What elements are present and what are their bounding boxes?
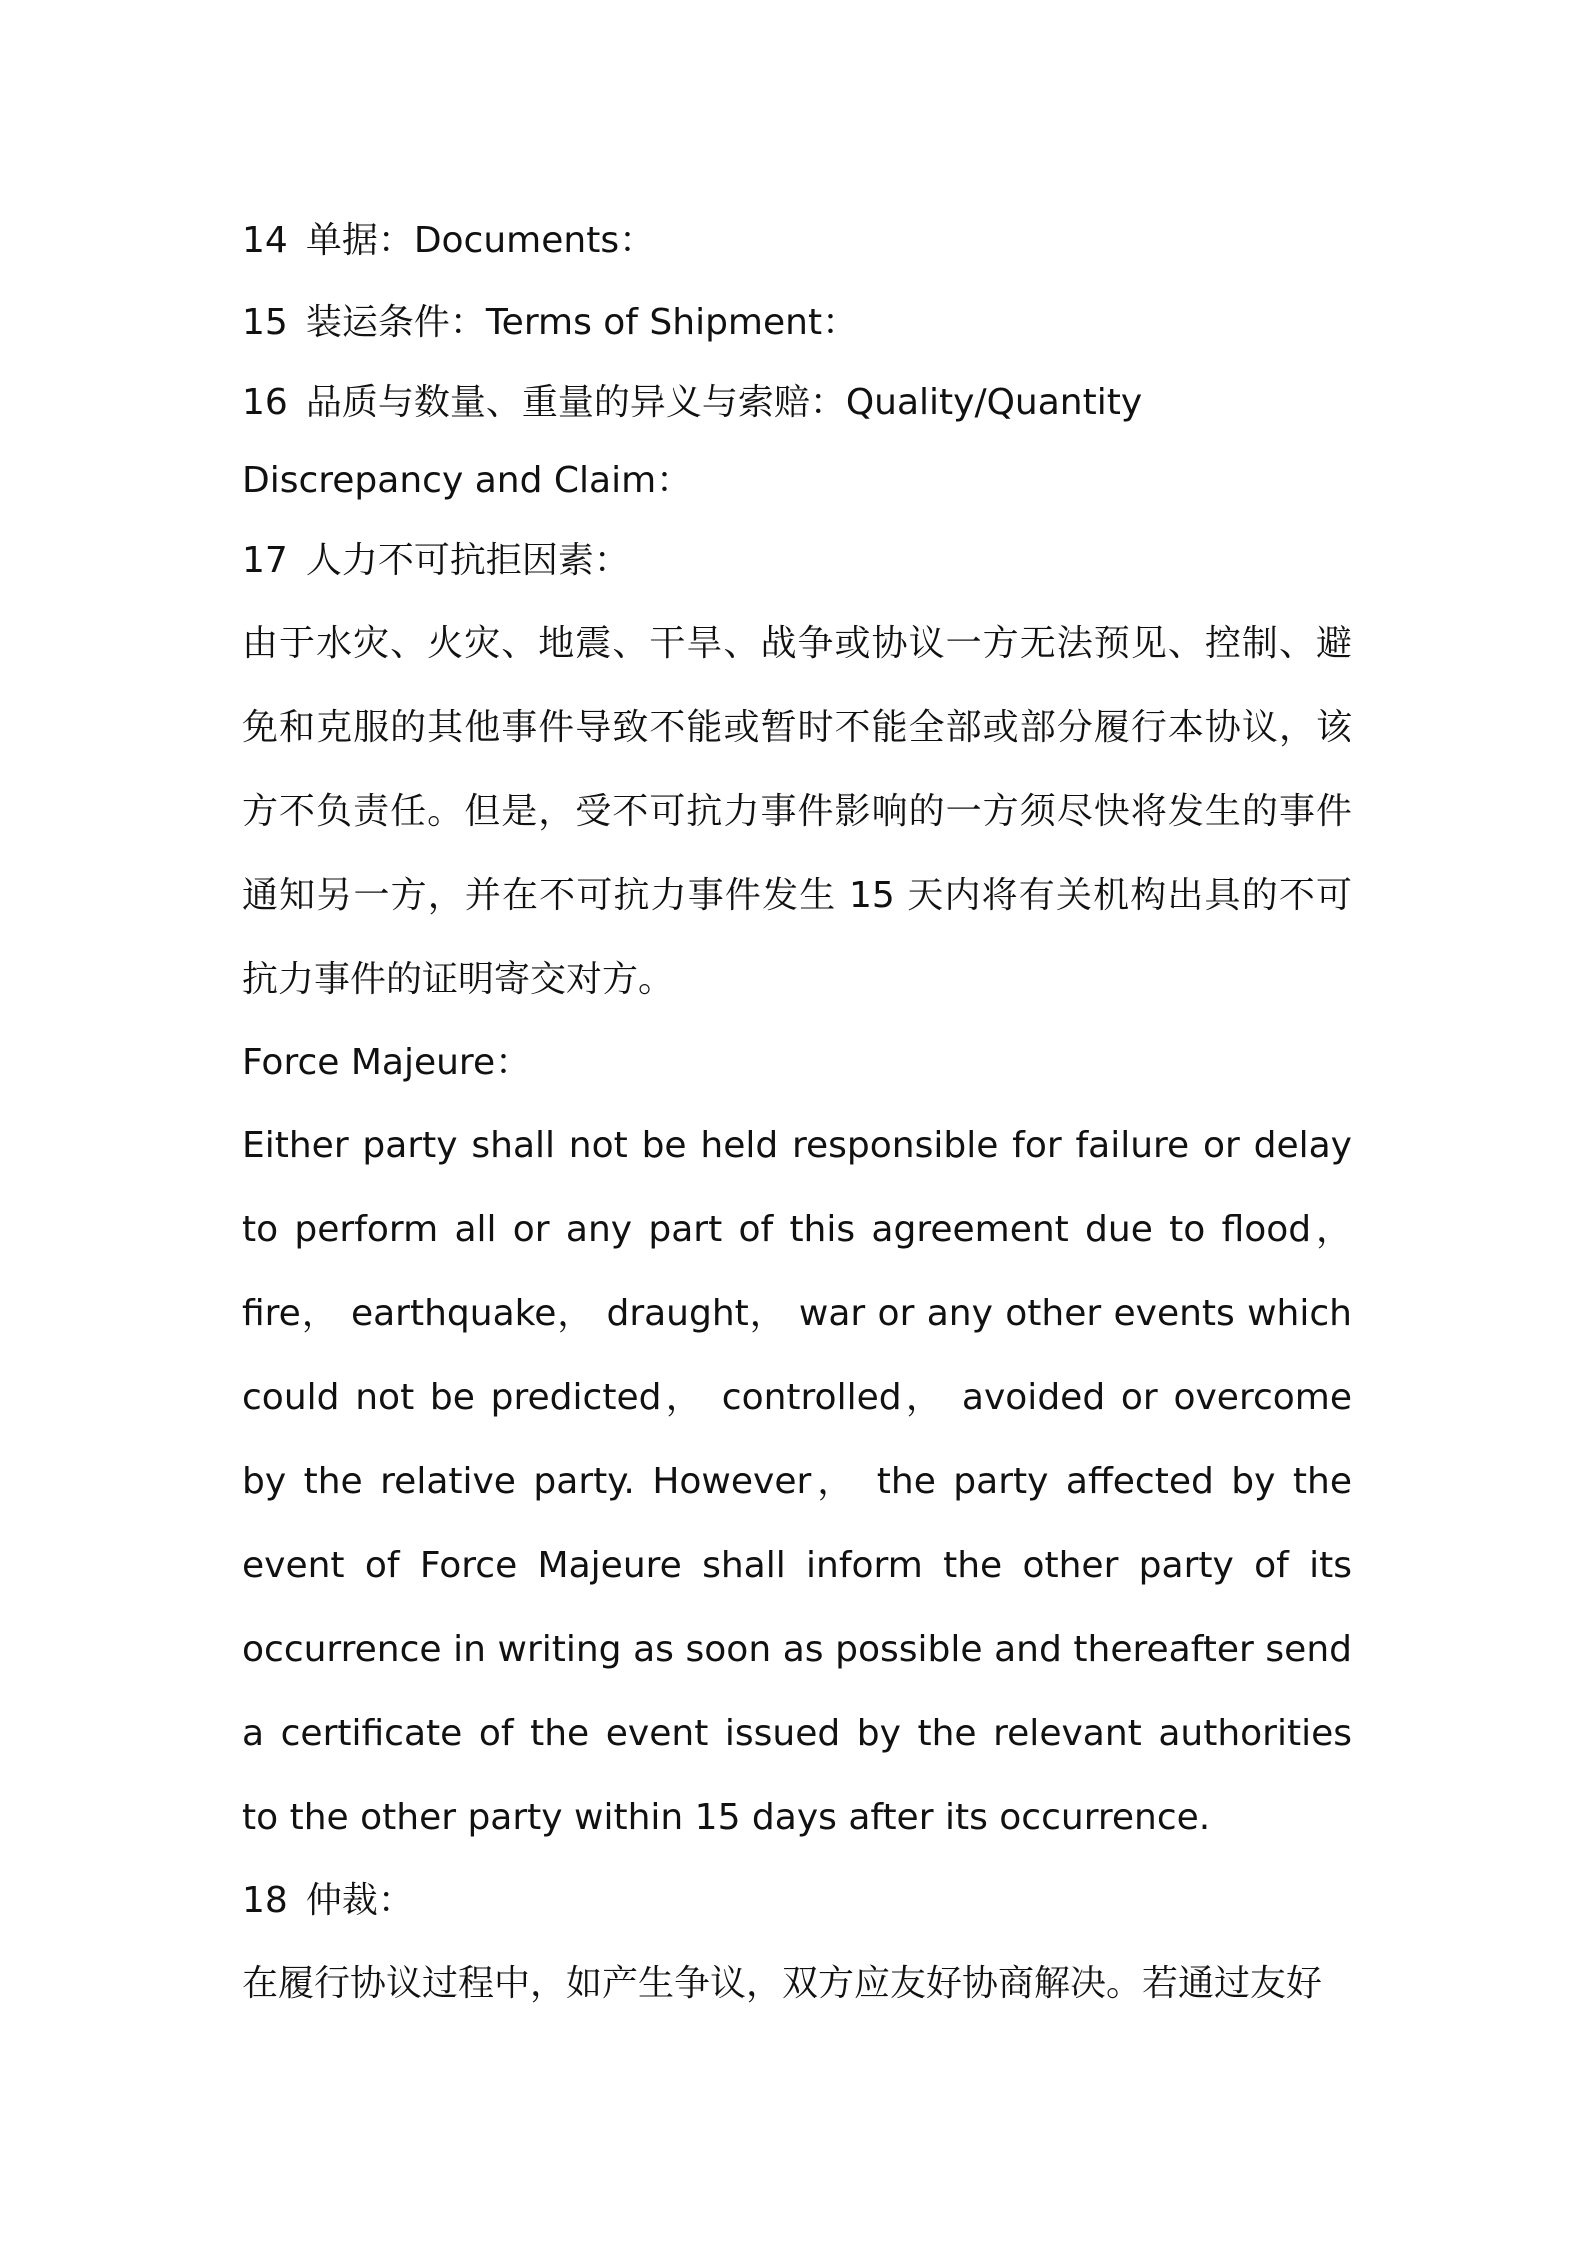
force-majeure-chinese-paragraph: 由于水灾、火灾、地震、干旱、战争或协议一方无法预见、控制、避免和克服的其他事件导致不能或暂时不能全部或部分履行本协议，该方不负责任。但是，受不可抗力事件影响的一方须尽快将发生的事件通知另一方，并在不可抗力事件发生 15 天内将有关机构出具的不可抗力事件的证明寄交对方。: [242, 623, 1352, 1000]
clause-18-heading: [242, 1860, 1352, 1942]
document-page: [242, 200, 1352, 2026]
clause-number: 16: [242, 382, 288, 423]
clause-17-heading: [242, 520, 1352, 602]
clause-15-heading: [242, 282, 1352, 364]
clause-number: 17: [242, 540, 288, 581]
force-majeure-english-paragraph: Either party shall not be held responsible for failure or delay to perform all or any part of this agreement due to flood， fire， earthquake， draught， war or any other events which could not be predicted， controlled， avoided or overcome by the relative party. However， the party affected by the event of Force Majeure shall inform the other party of its occurrence in writing as soon as possible and thereafter send a certificate of the event issued by the relevant authorities to the other party within 15 days after its occurrence.: [242, 1125, 1352, 1838]
clause-title: 人力不可抗拒因素：: [305, 540, 630, 581]
clause-title: 仲裁：: [305, 1880, 414, 1921]
clause-number: 18: [242, 1880, 288, 1921]
clause-16-heading: [242, 364, 1352, 520]
arbitration-chinese-paragraph: 在履行协议过程中，如产生争议，双方应友好协商解决。若通过友好: [242, 1963, 1323, 2004]
clause-number: 15: [242, 302, 288, 343]
force-majeure-english-title: Force Majeure：: [242, 1042, 532, 1083]
clause-title: 品质与数量、重量的异义与索赔：Quality/Quantity Discrepancy and Claim：: [242, 382, 1143, 501]
clause-title: 装运条件：Terms of Shipment：: [305, 302, 859, 343]
clause-number: 14: [242, 220, 288, 261]
clause-title: 单据：Documents：: [305, 220, 656, 261]
clause-14-heading: [242, 200, 1352, 282]
